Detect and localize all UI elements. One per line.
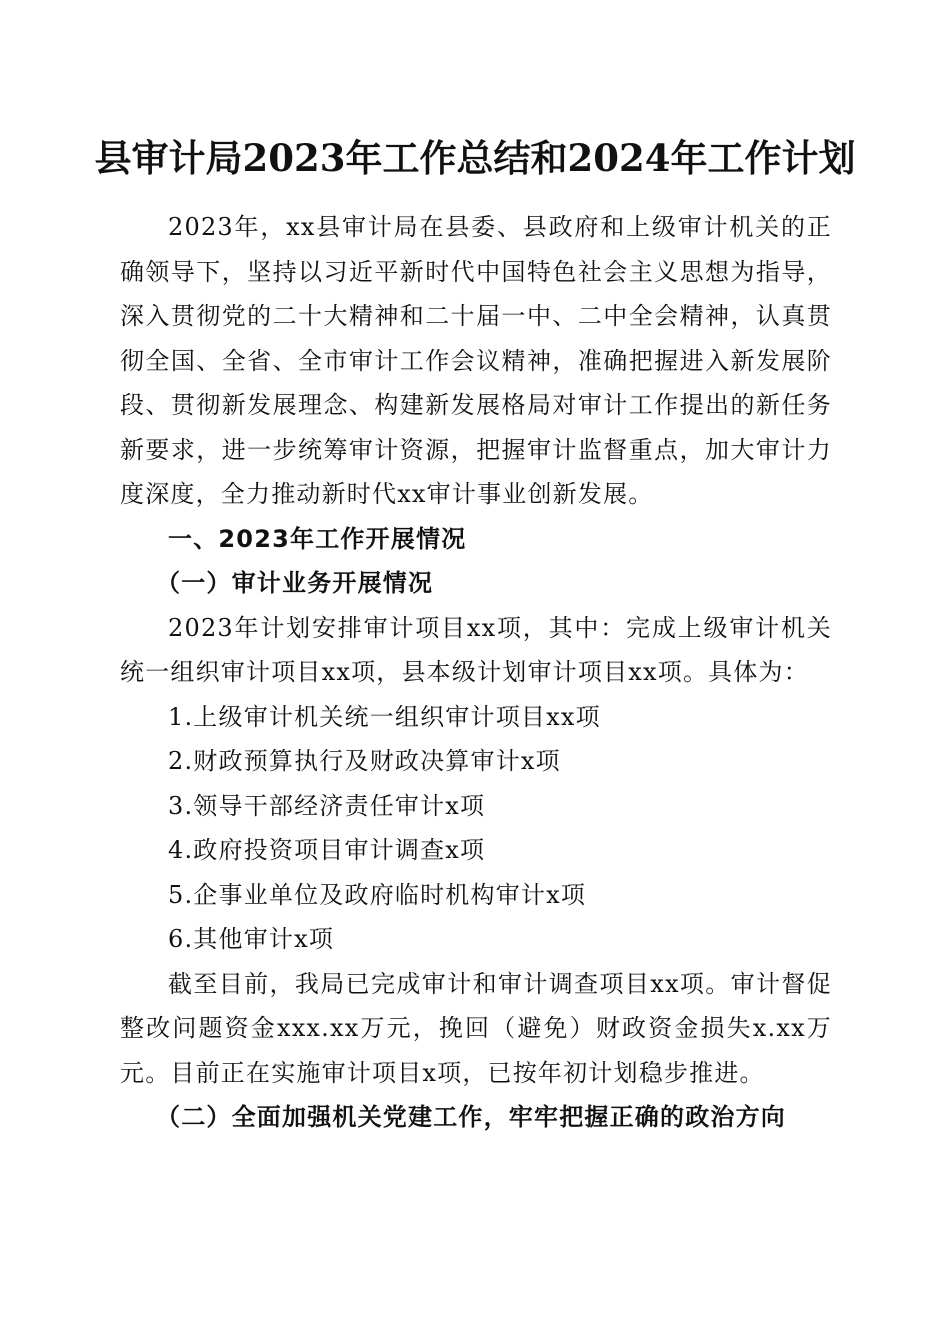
subsection-1-paragraph: 2023年计划安排审计项目xx项，其中：完成上级审计机关统一组织审计项目xx项，县本级计划审计项目xx项。具体为： (120, 613, 832, 686)
list-item: 5.企事业单位及政府临时机构审计x项 (168, 880, 587, 909)
list-item: 3.领导干部经济责任审计x项 (168, 791, 486, 820)
list-item: 6.其他审计x项 (168, 925, 335, 953)
list-item: 4.政府投资项目审计调查x项 (168, 836, 486, 864)
subsection-heading-2: （二）全面加强机关党建工作，牢牢把握正确的政治方向 (156, 1102, 786, 1131)
document-body (120, 205, 832, 1140)
subsection-heading-1: （一）审计业务开展情况 (156, 568, 434, 597)
list-item: 2.财政预算执行及财政决算审计x项 (168, 747, 561, 775)
section-heading-1: 一、2023年工作开展情况 (168, 524, 467, 553)
intro-paragraph: 2023年，xx县审计局在县委、县政府和上级审计机关的正确领导下，坚持以习近平新时代中国特色社会主义思想为指导，深入贯彻党的二十大精神和二十届一中、二中全会精神，认真贯彻全国、全省、全市审计工作会议精神，准确把握进入新发展阶段、贯彻新发展理念、构建新发展格局对审计工作提出的新任务新要求，进一步统筹审计资源，把握审计监督重点，加大审计力度深度，全力推动新时代xx审计事业创新发展。 (120, 213, 832, 508)
progress-paragraph: 截至目前，我局已完成审计和审计调查项目xx项。审计督促整改问题资金xxx.xx万元，挽回（避免）财政资金损失x.xx万元。目前正在实施审计项目x项，已按年初计划稳步推进。 (120, 969, 832, 1087)
list-item: 1.上级审计机关统一组织审计项目xx项 (168, 702, 601, 731)
document-title: 县审计局2023年工作总结和2024年工作计划 (94, 136, 856, 180)
